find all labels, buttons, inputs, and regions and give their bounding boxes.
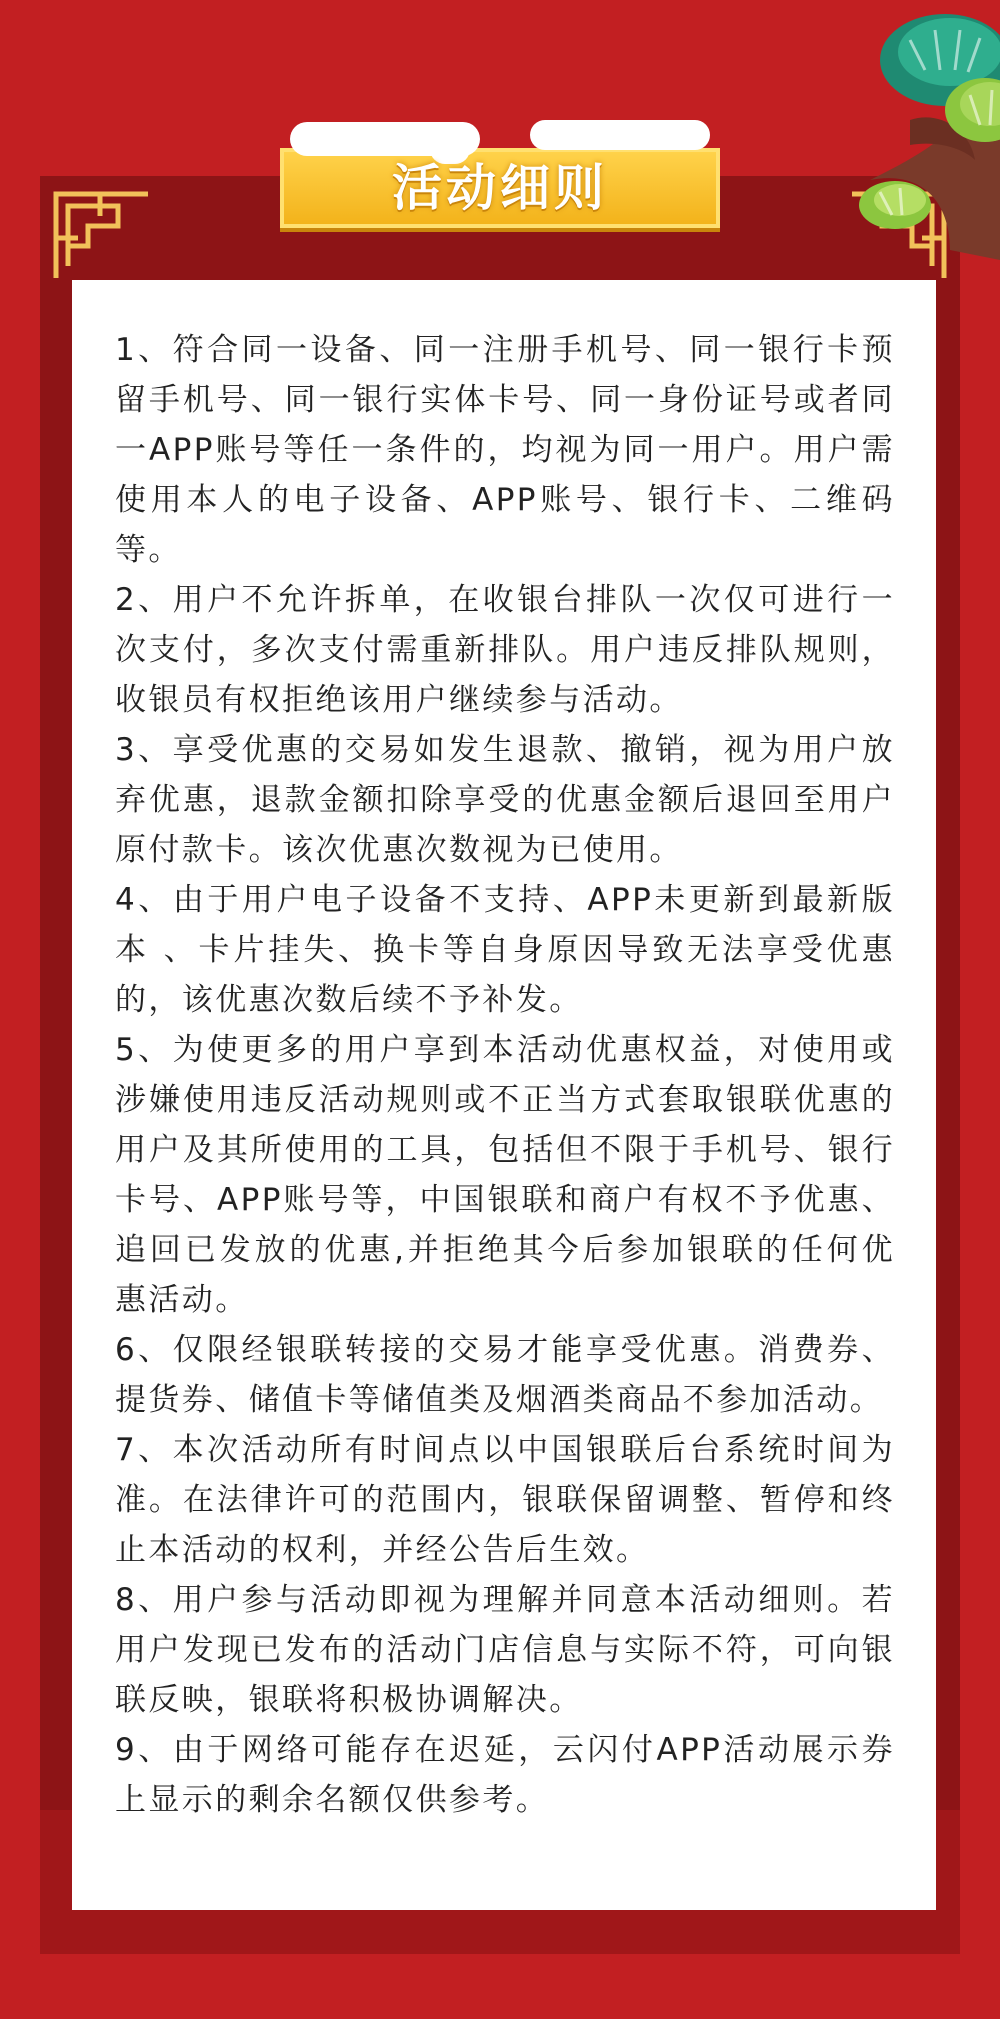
rule-item: 7、本次活动所有时间点以中国银联后台系统时间为准。在法律许可的范围内，银联保留调整、暂停和终止本活动的权利，并经公告后生效。 (115, 1432, 895, 1568)
title-banner (280, 112, 720, 228)
rule-item: 2、用户不允许拆单，在收银台排队一次仅可进行一次支付，多次支付需重新排队。用户违反排队规则，收银员有权拒绝该用户继续参与活动。 (115, 582, 895, 718)
rule-item: 4、由于用户电子设备不支持、APP未更新到最新版本 、卡片挂失、换卡等自身原因导致无法享受优惠的，该优惠次数后续不予补发。 (115, 882, 895, 1018)
rule-item: 9、由于网络可能存在迟延，云闪付APP活动展示券上显示的剩余名额仅供参考。 (115, 1732, 895, 1818)
rule-item: 5、为使更多的用户享到本活动优惠权益，对使用或涉嫌使用违反活动规则或不正当方式套取银联优惠的用户及其所使用的工具，包括但不限于手机号、银行卡号、APP账号等，中国银联和商户有权不予优惠、追回已发放的优惠,并拒绝其今后参加银联的任何优惠活动。 (115, 1032, 895, 1318)
rule-item: 8、用户参与活动即视为理解并同意本活动细则。若用户发现已发布的活动门店信息与实际不符，可向银联反映，银联将积极协调解决。 (115, 1582, 895, 1718)
rule-item: 1、符合同一设备、同一注册手机号、同一银行卡预留手机号、同一银行实体卡号、同一身份证号或者同一APP账号等任一条件的，均视为同一用户。用户需使用本人的电子设备、APP账号、银行卡、二维码等。 (115, 332, 895, 568)
pine-tree-icon (800, 0, 1000, 260)
rule-item: 6、仅限经银联转接的交易才能享受优惠。消费券、提货券、储值卡等储值类及烟酒类商品不参加活动。 (115, 1332, 895, 1418)
snow-cap-right (530, 120, 710, 150)
banner-title: 活动细则 (392, 159, 608, 217)
rule-item: 3、享受优惠的交易如发生退款、撤销，视为用户放弃优惠，退款金额扣除享受的优惠金额后退回至用户原付款卡。该次优惠次数视为已使用。 (115, 732, 895, 868)
rules-list (115, 325, 895, 1825)
lattice-ornament-left-icon (48, 186, 158, 282)
